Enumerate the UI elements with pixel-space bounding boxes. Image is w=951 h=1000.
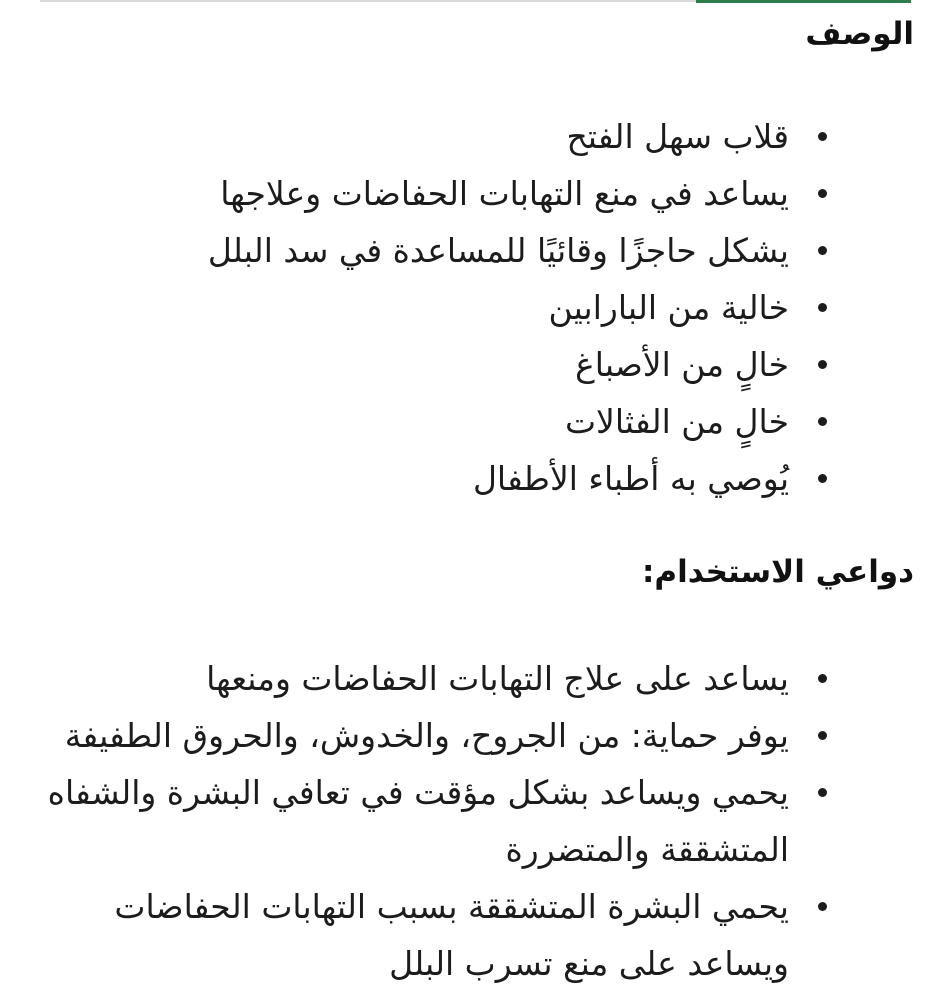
bullet-icon xyxy=(818,674,827,683)
usage-heading: دواعي الاستخدام: xyxy=(642,554,914,590)
list-item-text: يشكل حاجزًا وقائيًا للمساعدة في سد البلل xyxy=(207,231,789,270)
list-item-text: خالٍ من الفثالات xyxy=(564,402,789,441)
list-item-text: يحمي البشرة المتشققة بسبب التهابات الحفاضات ويساعد على منع تسرب البلل xyxy=(114,887,789,983)
bullet-icon xyxy=(818,788,827,797)
usage-section xyxy=(40,552,914,992)
bullet-icon xyxy=(818,731,827,740)
bullet-icon xyxy=(818,246,827,255)
list-item xyxy=(40,764,914,878)
list-item-text: يوفر حماية: من الجروح، والخدوش، والحروق الطفيفة xyxy=(64,716,789,755)
list-item-text: خالٍ من الأصباغ xyxy=(575,345,789,384)
list-item-text: يحمي ويساعد بشكل مؤقت في تعافي البشرة والشفاه المتشققة والمتضررة xyxy=(47,773,789,869)
list-item-text: خالية من البارابين xyxy=(548,288,789,327)
list-item-text: يساعد في منع التهابات الحفاضات وعلاجها xyxy=(220,174,789,213)
bullet-icon xyxy=(818,189,827,198)
list-item-text: يُوصي به أطباء الأطفال xyxy=(472,459,789,498)
list-item xyxy=(40,650,914,707)
list-item-text: قلاب سهل الفتح xyxy=(566,117,789,156)
list-item xyxy=(40,279,914,336)
list-item xyxy=(40,165,914,222)
description-list xyxy=(40,108,914,507)
bullet-icon xyxy=(818,902,827,911)
list-item xyxy=(40,336,914,393)
list-item-text: يساعد على علاج التهابات الحفاضات ومنعها xyxy=(206,659,789,698)
bullet-icon xyxy=(818,132,827,141)
list-item xyxy=(40,108,914,165)
list-item xyxy=(40,450,914,507)
bullet-icon xyxy=(818,360,827,369)
bullet-icon xyxy=(818,303,827,312)
active-tab-indicator xyxy=(696,0,911,3)
list-item xyxy=(40,222,914,279)
list-item xyxy=(40,707,914,764)
description-section xyxy=(40,14,914,507)
list-item xyxy=(40,393,914,450)
bullet-icon xyxy=(818,417,827,426)
usage-list xyxy=(40,650,914,992)
bullet-icon xyxy=(818,474,827,483)
description-heading: الوصف xyxy=(805,16,914,52)
list-item xyxy=(40,878,914,992)
